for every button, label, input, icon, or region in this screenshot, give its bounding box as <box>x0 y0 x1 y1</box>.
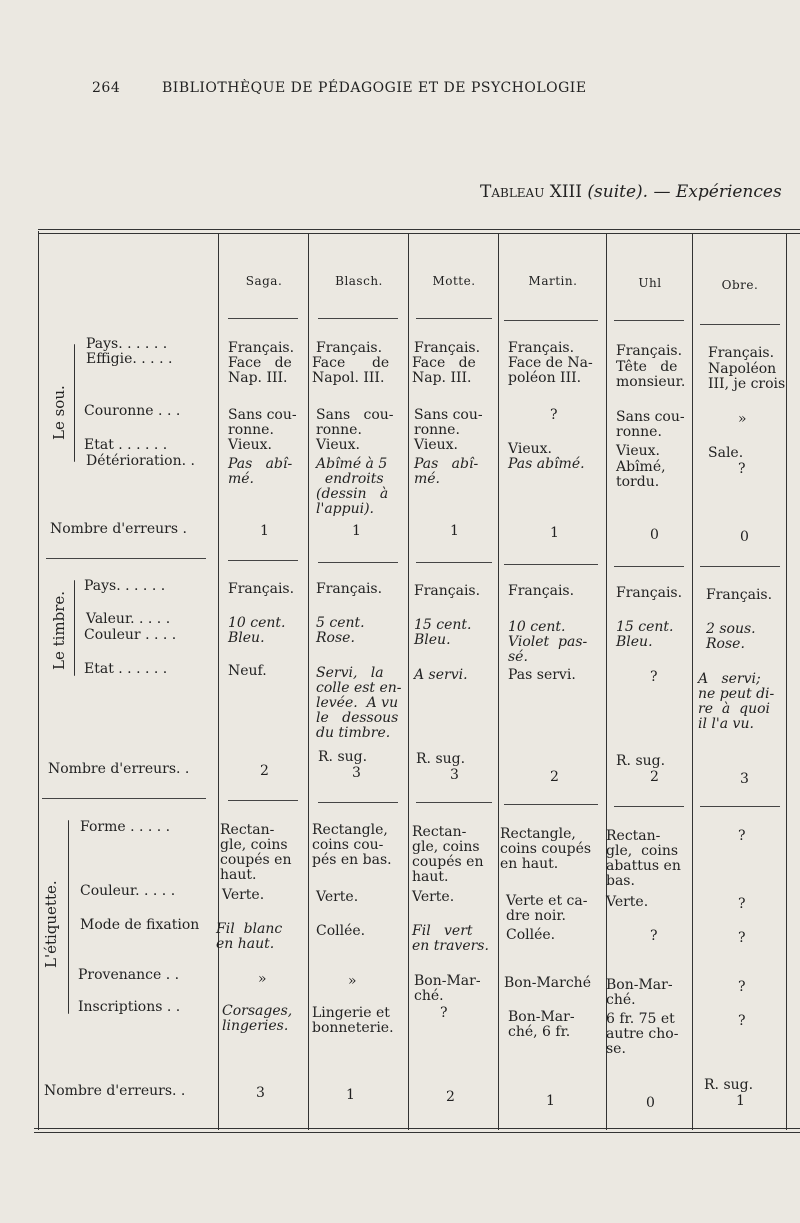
cell: ? <box>738 930 746 946</box>
suggestion-note: R. sug. <box>416 751 466 767</box>
cell: Bleu. <box>616 634 653 650</box>
cell: Neuf. <box>228 663 267 679</box>
header-rule <box>614 320 684 321</box>
cell: A servi; ne peut di- re à quoi il l'a vu. <box>698 671 775 732</box>
row-label-errors: Nombre d'erreurs. . <box>48 761 190 777</box>
cell: Pas abî- mé. <box>228 456 293 487</box>
col-separator <box>498 233 499 1130</box>
caption-suite: (suite). <box>587 182 649 202</box>
row-label-couronne: Couronne . . . <box>84 403 181 419</box>
cell: » <box>348 973 357 989</box>
cell: Sans cou- ronne. <box>316 407 394 438</box>
row-label-errors: Nombre d'erreurs. . <box>44 1083 186 1099</box>
page-number: 264 <box>92 80 121 96</box>
error-count: 0 <box>646 1095 655 1111</box>
cell: Face de Na- poléon III. <box>508 355 593 386</box>
cell: Rectan- gle, coins coupés en haut. <box>412 824 484 885</box>
error-count: 0 <box>650 527 659 543</box>
cell: » <box>738 411 747 427</box>
cell: Vieux. <box>228 437 272 453</box>
suggestion-note: R. sug. <box>704 1077 754 1093</box>
cell: Pas abîmé. <box>508 456 585 472</box>
row-label-couleur: Couleur . . . . <box>84 627 177 643</box>
header-rule <box>228 318 298 319</box>
cell: Français. <box>706 587 773 603</box>
error-count: 2 <box>650 769 659 785</box>
cell: Vieux. <box>414 437 458 453</box>
section-rule <box>228 800 298 801</box>
section-rule <box>416 562 492 563</box>
error-count: 1 <box>550 525 559 541</box>
cell: Face de Nap. III. <box>228 355 292 386</box>
cell: Lingerie et bonneterie. <box>312 1005 394 1036</box>
cell: Verte. <box>606 894 649 910</box>
row-label-etat: Etat . . . . . . <box>84 437 168 453</box>
cell: Rectangle, coins coupés en haut. <box>500 826 592 872</box>
section-rule <box>228 560 298 561</box>
column-header-uhl: Uhl <box>638 276 662 290</box>
cell: ? <box>650 928 658 944</box>
cell: Corsages, lingeries. <box>222 1003 293 1034</box>
row-label-forme: Forme . . . . . <box>80 819 171 835</box>
cell: 15 cent. <box>414 617 472 633</box>
header-rule <box>318 318 398 319</box>
cell: Verte. <box>316 889 359 905</box>
cell: Sans cou- ronne. <box>228 407 297 438</box>
cell: Bon-Mar- ché, 6 fr. <box>508 1009 575 1040</box>
running-title: BIBLIOTHÈQUE DE PÉDAGOGIE ET DE PSYCHOLOGIE <box>162 80 587 96</box>
cell: Rose. <box>316 630 355 646</box>
section-rule <box>416 802 492 803</box>
cell: Verte. <box>412 889 455 905</box>
cell: ? <box>738 896 746 912</box>
cell: Sans cou- ronne. <box>616 409 685 440</box>
error-count: 1 <box>260 523 269 539</box>
cell: 15 cent. <box>616 619 674 635</box>
cell: Français. <box>228 581 295 597</box>
table-bottom-rule-2 <box>34 1132 800 1133</box>
cell: Français. <box>616 585 683 601</box>
col-separator <box>692 233 693 1130</box>
table-top-rule <box>38 229 800 230</box>
cell: Violet pas- sé. <box>508 634 588 665</box>
cell: A servi. <box>414 667 468 683</box>
cell: ? <box>738 828 746 844</box>
section-rule <box>614 806 684 807</box>
cell: Vieux. <box>316 437 360 453</box>
column-header-martin: Martin. <box>528 274 578 288</box>
cell: ? <box>550 407 558 423</box>
cell: Bon-Marché <box>504 975 591 991</box>
cell: Vieux. <box>616 443 660 459</box>
row-label-provenance: Provenance . . <box>78 967 180 983</box>
row-label-errors: Nombre d'erreurs . <box>50 521 187 537</box>
cell: Pas servi. <box>508 667 576 683</box>
cell: Rectan- gle, coins coupés en haut. <box>220 822 292 883</box>
section-rule <box>46 558 206 559</box>
cell: Rose. <box>706 636 745 652</box>
cell: Abîmé à 5 endroits (dessin à l'appui). <box>316 456 389 517</box>
header-rule <box>504 320 598 321</box>
cell: ? <box>650 669 658 685</box>
cell: Face de Napol. III. <box>312 355 390 386</box>
section-brace <box>68 820 69 1014</box>
error-count: 1 <box>736 1093 745 1109</box>
column-header-motte: Motte. <box>432 274 476 288</box>
cell: Fil blanc en haut. <box>216 921 283 952</box>
section-brace <box>74 580 75 676</box>
section-rule <box>700 806 780 807</box>
cell: Verte. <box>222 887 265 903</box>
cell: 5 cent. <box>316 615 365 631</box>
cell: ? <box>738 979 746 995</box>
error-count: 1 <box>352 523 361 539</box>
cell: Rectan- gle, coins abattus en bas. <box>606 828 681 889</box>
cell: Abîmé, tordu. <box>616 459 666 490</box>
row-label-couleur: Couleur. . . . . <box>80 883 176 899</box>
error-count: 3 <box>450 767 459 783</box>
cell: Face de Nap. III. <box>412 355 476 386</box>
suggestion-note: R. sug. <box>616 753 666 769</box>
error-count: 2 <box>550 769 559 785</box>
section-rule <box>504 564 598 565</box>
error-count: 1 <box>450 523 459 539</box>
cell: Servi, la colle est en- levée. A vu le dessous du timbre. <box>316 665 402 741</box>
cell: Français. <box>708 345 775 361</box>
row-label-deterioration: Détérioration. . <box>86 453 195 469</box>
header-rule <box>416 318 492 319</box>
cell: Sale. <box>708 445 744 461</box>
cell: Français. <box>414 583 481 599</box>
cell: Collée. <box>506 927 556 943</box>
cell: Français. <box>414 340 481 356</box>
table-left-border <box>38 231 39 1130</box>
section-title-etiquette: L'étiquette. <box>42 880 60 968</box>
cell: Français. <box>316 340 383 356</box>
row-label-mode: Mode de fixation <box>80 917 200 933</box>
error-count: 3 <box>352 765 361 781</box>
cell: ? <box>738 1013 746 1029</box>
cell: Français. <box>508 340 575 356</box>
cell: Fil vert en travers. <box>412 923 489 954</box>
error-count: 3 <box>256 1085 265 1101</box>
section-rule <box>614 566 684 567</box>
cell: ? <box>440 1005 448 1021</box>
cell: Bon-Mar- ché. <box>606 977 673 1008</box>
cell: Français. <box>508 583 575 599</box>
cell: Bon-Mar- ché. <box>414 973 481 1004</box>
cell: Bleu. <box>414 632 451 648</box>
cell: Français. <box>316 581 383 597</box>
caption-prefix: Tableau XIII <box>480 182 582 202</box>
cell: 10 cent. <box>508 619 566 635</box>
section-brace <box>74 344 75 462</box>
error-count: 1 <box>346 1087 355 1103</box>
header-rule <box>700 324 780 325</box>
column-header-saga: Saga. <box>245 274 283 288</box>
error-count: 0 <box>740 529 749 545</box>
section-rule <box>318 562 398 563</box>
cell: » <box>258 971 267 987</box>
cell: Vieux. <box>508 441 552 457</box>
row-label-pays: Pays. . . . . . <box>86 336 168 352</box>
table-top-rule-2 <box>38 233 800 234</box>
section-rule <box>700 566 780 567</box>
cell: 2 sous. <box>706 621 756 637</box>
table-bottom-rule <box>34 1128 800 1129</box>
col-separator <box>218 233 219 1130</box>
cell: 10 cent. <box>228 615 286 631</box>
row-label-valeur: Valeur. . . . . <box>86 611 171 627</box>
cell: Verte et ca- dre noir. <box>506 893 588 924</box>
cell: Rectangle, coins cou- pés en bas. <box>312 822 392 868</box>
error-count: 2 <box>260 763 269 779</box>
cell: Bleu. <box>228 630 265 646</box>
cell: Français. <box>228 340 295 356</box>
suggestion-note: R. sug. <box>318 749 368 765</box>
section-rule <box>318 802 398 803</box>
column-header-blasch: Blasch. <box>335 274 383 288</box>
cell: Sans cou- ronne. <box>414 407 483 438</box>
section-title-sou: Le sou. <box>50 385 68 440</box>
cell: Collée. <box>316 923 366 939</box>
col-separator <box>308 233 309 1130</box>
section-rule <box>504 804 598 805</box>
cell: 6 fr. 75 et autre cho- se. <box>606 1011 679 1057</box>
section-title-timbre: Le timbre. <box>50 590 68 670</box>
table-right-border <box>786 233 787 1130</box>
cell: Français. <box>616 343 683 359</box>
row-label-etat: Etat . . . . . . <box>84 661 168 677</box>
cell: Pas abî- mé. <box>414 456 479 487</box>
section-rule <box>42 798 206 799</box>
error-count: 1 <box>546 1093 555 1109</box>
table-caption <box>480 182 782 202</box>
error-count: 3 <box>740 771 749 787</box>
caption-rest: — Expériences <box>653 182 782 202</box>
cell: ? <box>738 461 746 477</box>
error-count: 2 <box>446 1089 455 1105</box>
col-separator <box>408 233 409 1130</box>
row-label-pays: Pays. . . . . . <box>84 578 166 594</box>
cell: Napoléon III, je crois <box>708 361 786 392</box>
row-label-inscriptions: Inscriptions . . <box>78 999 181 1015</box>
row-label-effigie: Effigie. . . . . <box>86 351 173 367</box>
column-header-obre: Obre. <box>721 278 759 292</box>
cell: Tête de monsieur. <box>616 359 686 390</box>
